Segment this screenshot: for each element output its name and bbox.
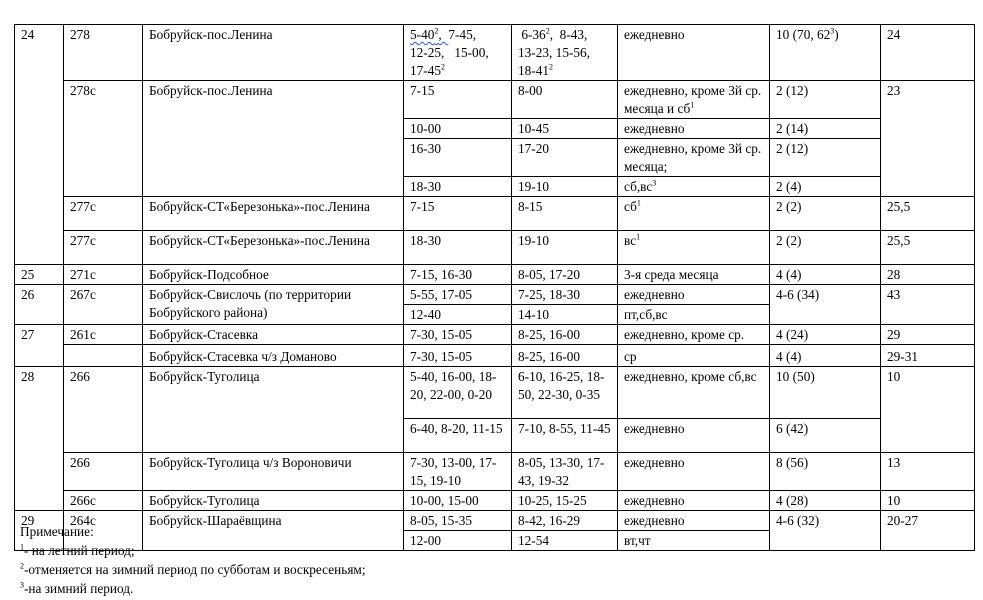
table-row xyxy=(15,25,975,81)
departure-times: 7-30, 13-00, 17-15, 19-10 xyxy=(404,453,512,491)
arrival-times: 8-25, 16-00 xyxy=(512,345,618,367)
arrival-times: 7-10, 8-55, 11-45 xyxy=(512,419,618,453)
departure-times: 6-40, 8-20, 11-15 xyxy=(404,419,512,453)
operating-days: 3-я среда месяца xyxy=(618,265,770,285)
operating-days: ежедневно xyxy=(618,511,770,531)
departure-times: 5-40, 16-00, 18-20, 22-00, 0-20 xyxy=(404,367,512,419)
route-name: Бобруйск-пос.Ленина xyxy=(143,25,404,81)
departure-times: 10-00 xyxy=(404,119,512,139)
departure-times: 7-30, 15-05 xyxy=(404,345,512,367)
arrival-times: 8-25, 16-00 xyxy=(512,325,618,345)
trips-count: 2 (2) xyxy=(770,197,881,231)
operating-days: $сб,вс^3$ xyxy=(618,177,770,197)
trips-count: 2 (12) xyxy=(770,81,881,119)
arrival-times: 19-10 xyxy=(512,177,618,197)
distance: 24 xyxy=(881,25,975,81)
route-code: 266 xyxy=(64,367,143,453)
route-name: Бобруйск-пос.Ленина xyxy=(143,81,404,197)
operating-days: ежедневно xyxy=(618,25,770,81)
trips-count: 4 (4) xyxy=(770,345,881,367)
arrival-times: 7-25, 18-30 xyxy=(512,285,618,305)
operating-days: ср xyxy=(618,345,770,367)
arrival-times: 12-54 xyxy=(512,531,618,551)
route-code: 277с xyxy=(64,231,143,265)
trips-count: 8 (56) xyxy=(770,453,881,491)
arrival-times: 8-05, 13-30, 17-43, 19-32 xyxy=(512,453,618,491)
row-number: 24 xyxy=(15,25,64,265)
route-name: Бобруйск-СТ«Березонька»-пос.Ленина xyxy=(143,231,404,265)
operating-days: ежедневно xyxy=(618,419,770,453)
route-code: 264с xyxy=(64,511,143,551)
footnotes-title: Примечание: xyxy=(20,524,94,539)
table-row xyxy=(15,491,975,511)
operating-days: ежедневно, кроме ср. xyxy=(618,325,770,345)
departure-times: $5-40^2$, 7-45, 12-25, 15-00, $17-45^2$ xyxy=(404,25,512,81)
departure-times: 7-30, 15-05 xyxy=(404,325,512,345)
arrival-times: 8-05, 17-20 xyxy=(512,265,618,285)
footnote-item: $^3$-на зимний период. xyxy=(20,580,134,596)
distance: 29 xyxy=(881,325,975,345)
trips-count: 4-6 (32) xyxy=(770,511,881,551)
arrival-times: 8-15 xyxy=(512,197,618,231)
table-row xyxy=(15,81,975,119)
trips-count: 4-6 (34) xyxy=(770,285,881,325)
route-code: 278с xyxy=(64,81,143,197)
route-name: Бобруйск-Шараёвщина xyxy=(143,511,404,551)
operating-days: вт,чт xyxy=(618,531,770,551)
departure-times: 8-05, 15-35 xyxy=(404,511,512,531)
arrival-times: $6-36^2$, 8-43, 13-23, 15-56, $18-41^2$ xyxy=(512,25,618,81)
operating-days: ежедневно xyxy=(618,453,770,491)
route-code xyxy=(64,345,143,367)
departure-times: 5-55, 17-05 xyxy=(404,285,512,305)
route-name: Бобруйск-Свислочь (по территории Бобруйского района) xyxy=(143,285,404,325)
departure-times: 10-00, 15-00 xyxy=(404,491,512,511)
arrival-times: 17-20 xyxy=(512,139,618,177)
departure-times: 7-15, 16-30 xyxy=(404,265,512,285)
footnote-item: $^2$-отменяется на зимний период по субботам и воскресеньям; xyxy=(20,561,366,577)
route-code: 266с xyxy=(64,491,143,511)
table-row xyxy=(15,231,975,265)
distance: 25,5 xyxy=(881,197,975,231)
distance: 29-31 xyxy=(881,345,975,367)
trips-count: 10 (50) xyxy=(770,367,881,419)
table-row xyxy=(15,367,975,419)
distance: 10 xyxy=(881,367,975,453)
trips-count: 2 (2) xyxy=(770,231,881,265)
bus-schedule-table xyxy=(14,24,975,551)
row-number: 28 xyxy=(15,367,64,511)
distance: 10 xyxy=(881,491,975,511)
route-code: 266 xyxy=(64,453,143,491)
departure-times: 7-15 xyxy=(404,81,512,119)
table-row xyxy=(15,265,975,285)
arrival-times: 10-45 xyxy=(512,119,618,139)
distance: 13 xyxy=(881,453,975,491)
arrival-times: 6-10, 16-25, 18-50, 22-30, 0-35 xyxy=(512,367,618,419)
departure-times: 18-30 xyxy=(404,177,512,197)
distance: 23 xyxy=(881,81,975,197)
table-row xyxy=(15,325,975,345)
trips-count: 4 (24) xyxy=(770,325,881,345)
row-number: 27 xyxy=(15,325,64,367)
operating-days: ежедневно xyxy=(618,119,770,139)
route-code: 277с xyxy=(64,197,143,231)
arrival-times: 19-10 xyxy=(512,231,618,265)
operating-days: ежедневно, кроме 3й ср. месяца; xyxy=(618,139,770,177)
route-name: Бобруйск-Стасевка xyxy=(143,325,404,345)
distance: 25,5 xyxy=(881,231,975,265)
departure-times: 12-40 xyxy=(404,305,512,325)
route-name: Бобруйск-Стасевка ч/з Доманово xyxy=(143,345,404,367)
operating-days: ежедневно xyxy=(618,491,770,511)
table-row xyxy=(15,345,975,367)
distance: 28 xyxy=(881,265,975,285)
row-number: 29 xyxy=(15,511,64,551)
spellcheck-underlined-time: $5-40^2$, xyxy=(410,26,449,42)
footnotes xyxy=(20,522,366,598)
route-name: Бобруйск-СТ«Березонька»-пос.Ленина xyxy=(143,197,404,231)
distance: 43 xyxy=(881,285,975,325)
route-code: 267с xyxy=(64,285,143,325)
route-name: Бобруйск-Туголица xyxy=(143,367,404,453)
operating-days: ежедневно xyxy=(618,285,770,305)
trips-count: 4 (4) xyxy=(770,265,881,285)
arrival-times: 8-42, 16-29 xyxy=(512,511,618,531)
operating-days: ежедневно, кроме 3й ср. месяца и $сб^1$ xyxy=(618,81,770,119)
trips-count: 2 (14) xyxy=(770,119,881,139)
table-row xyxy=(15,197,975,231)
distance: 20-27 xyxy=(881,511,975,551)
trips-count: 10 (70, $62^3$) xyxy=(770,25,881,81)
operating-days: $вс^1$ xyxy=(618,231,770,265)
route-name: Бобруйск-Туголица xyxy=(143,491,404,511)
route-code: 261с xyxy=(64,325,143,345)
departure-times: 12-00 xyxy=(404,531,512,551)
route-code: 278 xyxy=(64,25,143,81)
arrival-times: 14-10 xyxy=(512,305,618,325)
operating-days: ежедневно, кроме сб,вс xyxy=(618,367,770,419)
arrival-times: 8-00 xyxy=(512,81,618,119)
departure-times: 16-30 xyxy=(404,139,512,177)
departure-times: 18-30 xyxy=(404,231,512,265)
trips-count: 6 (42) xyxy=(770,419,881,453)
row-number: 25 xyxy=(15,265,64,285)
route-name: Бобруйск-Подсобное xyxy=(143,265,404,285)
trips-count: 2 (12) xyxy=(770,139,881,177)
trips-count: 4 (28) xyxy=(770,491,881,511)
footnote-item: $^1$- на летний период; xyxy=(20,542,135,558)
table-row xyxy=(15,453,975,491)
departure-times: 7-15 xyxy=(404,197,512,231)
table-row xyxy=(15,285,975,305)
operating-days: $сб^1$ xyxy=(618,197,770,231)
route-name: Бобруйск-Туголица ч/з Вороновичи xyxy=(143,453,404,491)
arrival-times: 10-25, 15-25 xyxy=(512,491,618,511)
row-number: 26 xyxy=(15,285,64,325)
trips-count: 2 (4) xyxy=(770,177,881,197)
operating-days: пт,сб,вс xyxy=(618,305,770,325)
route-code: 271с xyxy=(64,265,143,285)
